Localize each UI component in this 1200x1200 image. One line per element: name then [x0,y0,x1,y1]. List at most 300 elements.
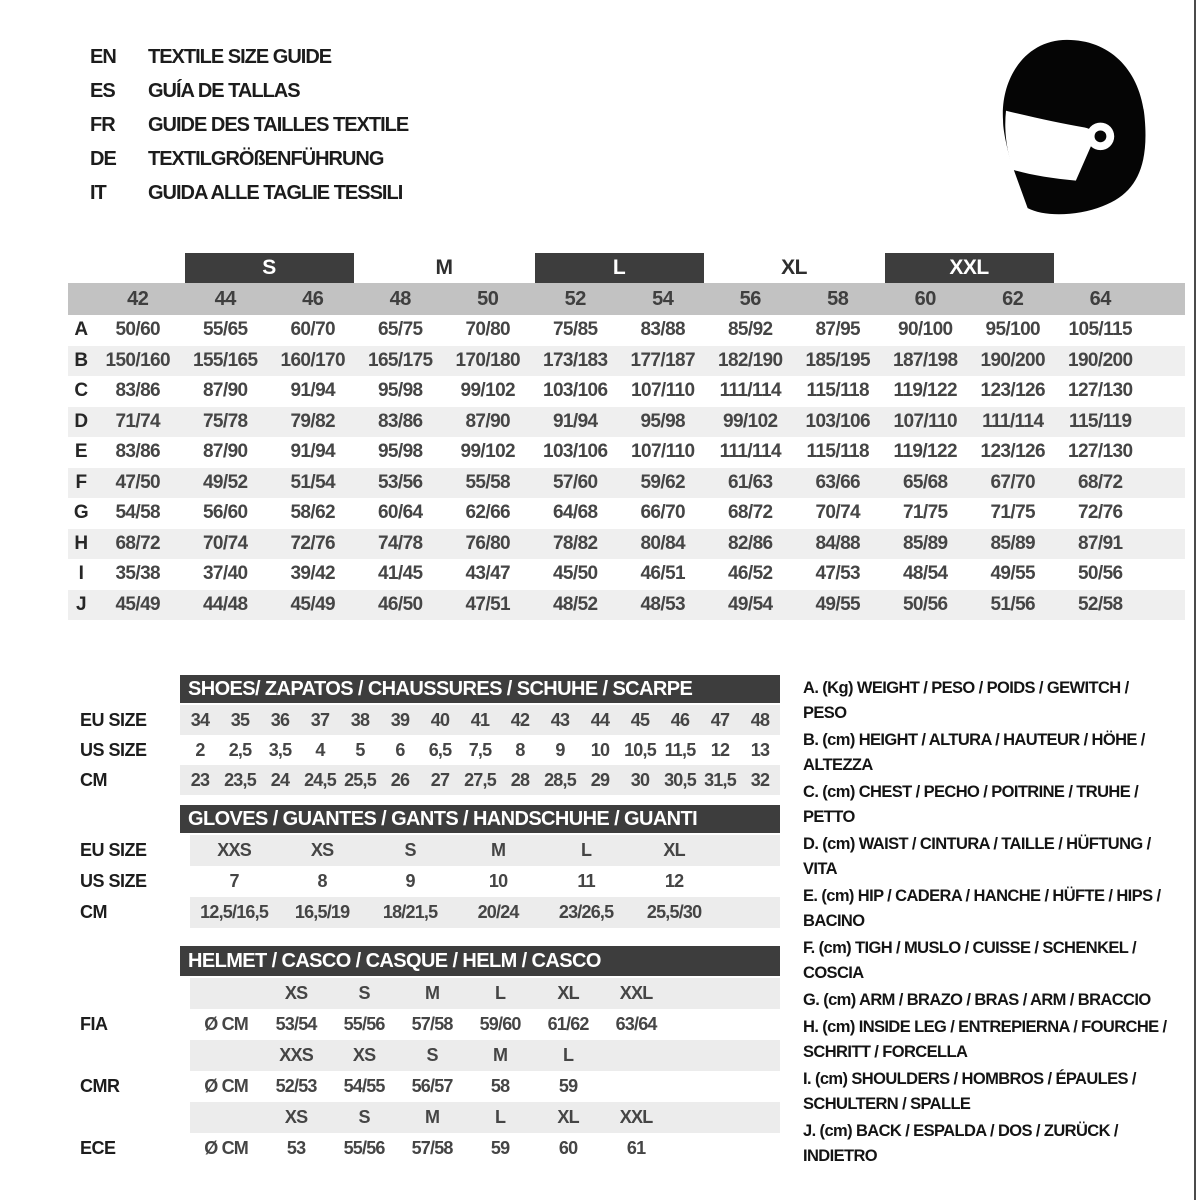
helmet-sizes-cell: XS [284,983,308,1003]
gloves-cell: 12 [664,871,684,891]
measurement-value: 71/74 [115,410,161,432]
shoes-cells [180,765,780,795]
measurement-value: 65/68 [902,471,948,493]
legend-entry: H. (cm) INSIDE LEG / ENTREPIERNA / FOURCHE / SCHRITT / FORCELLA [803,1018,1167,1061]
measurement-value: 70/74 [815,502,861,524]
measurement-value: 83/86 [115,380,161,402]
legend-entry: A. (Kg) WEIGHT / PESO / POIDS / GEWITCH / PESO [803,679,1129,722]
shoes-row-label: EU SIZE [80,709,147,730]
measurement-row [68,407,1185,438]
measurement-value: 84/88 [815,532,861,554]
shoes-cell: 23,5 [224,769,256,790]
gloves-cell: 11 [577,871,595,891]
measurement-value: 75/85 [552,319,598,341]
measurement-value: 103/106 [543,380,608,402]
shoes-cell: 10,5 [624,739,656,760]
measurement-value: 66/70 [640,502,686,524]
measurement-value: 43/47 [465,563,511,585]
shoes-cell: 25,5 [344,769,376,790]
numeric-size: 44 [214,287,236,310]
helmet-values-cell: Ø CM [204,1076,248,1096]
shoes-row [68,735,780,765]
measurement-value: 55/58 [465,471,511,493]
gloves-table-rows [68,835,780,928]
size-group-label: XXL [885,253,1054,283]
language-row [90,74,408,108]
numeric-size: 62 [1002,287,1024,310]
shoes-cell: 5 [355,739,365,760]
measurement-value: 65/75 [377,319,423,341]
gloves-cells [190,866,780,897]
helmet-icon-svg [982,36,1152,218]
shoes-cell: 24 [270,769,290,790]
gloves-cells [190,835,780,866]
helmet-sizes-cells [190,978,780,1009]
helmet-sizes-row [68,1040,780,1071]
measurement-value: 56/60 [202,502,248,524]
guide-title: GUÍA DE TALLAS [148,79,300,102]
measurement-value: 72/76 [1077,502,1123,524]
row-letter: J [75,593,87,615]
shoes-cell: 44 [590,709,610,730]
measurement-value: 39/42 [290,563,336,585]
measurement-legend [803,676,1175,1171]
gloves-row-label: US SIZE [80,871,147,891]
measurement-value: 177/187 [630,349,695,371]
shoes-cell: 12 [710,739,730,760]
helmet-sizes-cell: L [495,1107,506,1127]
helmet-sizes-cell: XS [352,1045,376,1065]
page-right-edge-line [1194,0,1196,1200]
measurement-row [68,590,1185,621]
measurement-value: 60/70 [290,319,336,341]
helmet-sizes-cell: XL [557,983,579,1003]
helmet-values-row [68,1071,780,1102]
helmet-values-cell: 53/54 [275,1014,317,1034]
row-letter: B [74,349,88,371]
shoes-cell: 36 [270,709,290,730]
language-title-list [90,40,408,210]
helmet-sizes-cell: S [358,983,370,1003]
gloves-cell: 10 [488,871,508,891]
gloves-row-label: CM [80,902,107,922]
measurement-value: 62/66 [465,502,511,524]
measurement-value: 103/106 [805,410,870,432]
guide-title: GUIDE DES TAILLES TEXTILE [148,113,409,136]
language-code: DE [90,147,116,170]
gloves-cell: 9 [405,871,415,891]
gloves-table [68,805,780,928]
helmet-values-row-label: ECE [80,1138,116,1158]
gloves-cell: 8 [317,871,327,891]
language-row [90,176,408,210]
helmet-values-cells [190,1133,780,1164]
measurement-value: 165/175 [368,349,433,371]
measurement-value: 87/90 [202,441,248,463]
shoes-cell: 47 [710,709,730,730]
shoes-cell: 46 [670,709,690,730]
shoes-cell: 3,5 [268,739,292,760]
measurement-value: 48/54 [902,563,948,585]
shoes-cell: 41 [470,709,490,730]
gloves-row-label: EU SIZE [80,840,147,860]
measurement-value: 63/66 [815,471,861,493]
shoes-cell: 9 [555,739,565,760]
shoes-table-title: SHOES/ ZAPATOS / CHAUSSURES / SCHUHE / SCARPE [180,675,780,703]
row-letter: A [74,319,88,341]
shoes-table [68,675,780,795]
helmet-values-cell: 60 [558,1138,578,1158]
shoes-cell: 4 [315,739,325,760]
shoes-cell: 13 [750,739,770,760]
measurement-row [68,376,1185,407]
numeric-size: 50 [477,287,499,310]
measurement-value: 85/89 [990,532,1036,554]
size-group-label: M [435,256,453,279]
measurement-value: 111/114 [719,380,781,402]
row-letter: D [74,410,88,432]
measurement-value: 72/76 [290,532,336,554]
measurement-value: 45/49 [290,593,336,615]
helmet-values-cell: 57/58 [411,1138,453,1158]
measurement-value: 87/91 [1077,532,1123,554]
legend-entry: J. (cm) BACK / ESPALDA / DOS / ZURÜCK / INDIETRO [803,1122,1118,1165]
shoes-cell: 11,5 [664,739,696,760]
measurement-value: 46/51 [640,563,686,585]
helmet-values-cell: 52/53 [275,1076,317,1096]
helmet-sizes-cell: XXL [619,983,653,1003]
measurement-row [68,529,1185,560]
measurement-value: 45/49 [115,593,161,615]
helmet-sizes-row-label [68,1102,190,1133]
measurement-row [68,468,1185,499]
size-group-header [68,253,1185,283]
helmet-values-cell: 55/56 [343,1014,385,1034]
gloves-cell: M [491,840,506,860]
helmet-sizes-cell: L [495,983,506,1003]
helmet-values-cell: 54/55 [343,1076,385,1096]
helmet-sizes-cells [190,1040,780,1071]
shoes-cell: 43 [550,709,570,730]
shoes-cell: 7,5 [468,739,492,760]
measurement-row [68,437,1185,468]
helmet-sizes-cell: M [493,1045,508,1065]
helmet-values-row [68,1009,780,1040]
helmet-values-cells [190,1071,780,1102]
gloves-cell: XS [310,840,334,860]
shoes-cell: 10 [590,739,610,760]
shoes-cell: 26 [390,769,410,790]
measurement-value: 150/160 [105,349,170,371]
helmet-sizes-row [68,978,780,1009]
helmet-sizes-cell: XXL [619,1107,653,1127]
measurement-value: 115/118 [806,380,869,402]
helmet-sizes-cell: S [358,1107,370,1127]
shoes-cell: 34 [190,709,210,730]
size-group-label: S [185,253,354,283]
measurement-value: 85/89 [902,532,948,554]
gloves-table-title: GLOVES / GUANTES / GANTS / HANDSCHUHE / GUANTI [180,805,780,833]
helmet-values-cell: 55/56 [343,1138,385,1158]
gloves-cell: 18/21,5 [382,902,438,922]
measurement-value: 155/165 [193,349,258,371]
measurement-value: 49/55 [990,563,1036,585]
shoes-cell: 23 [190,769,210,790]
language-code: IT [90,181,106,204]
measurement-row [68,498,1185,529]
measurement-value: 91/94 [290,380,336,402]
measurement-value: 54/58 [115,502,161,524]
gloves-cell: 20/24 [477,902,519,922]
gloves-row [68,835,780,866]
helmet-values-cell: 61 [626,1138,646,1158]
shoes-cell: 38 [350,709,370,730]
shoes-cell: 45 [630,709,650,730]
legend-entry: C. (cm) CHEST / PECHO / POITRINE / TRUHE / PETTO [803,783,1139,826]
measurement-value: 103/106 [543,441,608,463]
measurement-value: 95/100 [985,319,1040,341]
measurement-value: 78/82 [552,532,598,554]
measurement-value: 48/52 [552,593,598,615]
shoes-row [68,765,780,795]
helmet-sizes-cell: M [425,1107,440,1127]
measurement-value: 35/38 [115,563,161,585]
measurement-value: 83/88 [640,319,686,341]
helmet-values-cell: 57/58 [411,1014,453,1034]
helmet-sizes-cell: XS [284,1107,308,1127]
measurement-row [68,559,1185,590]
shoes-cell: 40 [430,709,450,730]
shoes-cell: 30,5 [664,769,696,790]
measurement-value: 50/60 [115,319,161,341]
measurement-value: 57/60 [552,471,598,493]
measurement-value: 90/100 [897,319,953,341]
measurement-value: 123/126 [980,380,1045,402]
measurement-value: 49/52 [202,471,248,493]
measurement-value: 45/50 [552,563,598,585]
measurement-value: 185/195 [805,349,870,371]
measurement-value: 60/64 [377,502,423,524]
measurement-value: 76/80 [465,532,511,554]
helmet-values-cell: 59 [490,1138,510,1158]
gloves-cell: S [404,840,416,860]
row-letter: E [74,441,88,463]
measurement-value: 83/86 [377,410,423,432]
shoes-cell: 2 [195,739,205,760]
measurement-value: 83/86 [115,441,161,463]
size-group-label: XL [781,256,807,279]
measurement-row [68,346,1185,377]
helmet-values-cell: 63/64 [615,1014,657,1034]
language-row [90,142,408,176]
gloves-cell: 25,5/30 [646,902,702,922]
helmet-sizes-cell: S [426,1045,438,1065]
gloves-cell: XXS [217,840,251,860]
measurement-value: 41/45 [377,563,423,585]
shoes-cell: 39 [390,709,410,730]
measurement-value: 64/68 [552,502,598,524]
helmet-values-row-label: FIA [80,1014,108,1034]
row-letter: H [74,532,88,554]
language-row [90,108,408,142]
measurement-value: 59/62 [640,471,686,493]
measurement-value: 55/65 [202,319,248,341]
shoes-cells [180,705,780,735]
measurement-value: 46/50 [377,593,423,615]
numeric-size: 46 [302,287,324,310]
helmet-values-cell: 59 [558,1076,578,1096]
shoes-cell: 27,5 [464,769,496,790]
measurement-value: 127/130 [1068,441,1133,463]
measurement-value: 53/56 [377,471,423,493]
helmet-values-cell: 61/62 [547,1014,589,1034]
shoes-row-label: US SIZE [80,739,147,760]
measurement-value: 68/72 [727,502,773,524]
row-letter: G [73,502,89,524]
clothing-size-table [68,253,1185,620]
helmet-values-cell: Ø CM [204,1014,248,1034]
measurement-value: 50/56 [902,593,948,615]
shoes-row-label: CM [80,769,107,790]
legend-entry: D. (cm) WAIST / CINTURA / TAILLE / HÜFTUNG / VITA [803,835,1151,878]
measurement-value: 111/114 [982,410,1044,432]
helmet-values-cell: 56/57 [411,1076,453,1096]
measurement-value: 87/90 [465,410,511,432]
gloves-cells [190,897,780,928]
legend-entry: E. (cm) HIP / CADERA / HANCHE / HÜFTE / HIPS / BACINO [803,887,1161,930]
shoes-cells [180,735,780,765]
gloves-row [68,866,780,897]
legend-entry: B. (cm) HEIGHT / ALTURA / HAUTEUR / HÖHE / ALTEZZA [803,731,1145,774]
measurement-value: 61/63 [727,471,773,493]
measurement-value: 99/102 [460,380,515,402]
numeric-size: 60 [914,287,936,310]
measurement-value: 52/58 [1077,593,1123,615]
measurement-value: 190/200 [1068,349,1133,371]
language-row [90,40,408,74]
gloves-cell: 12,5/16,5 [200,902,269,922]
measurement-value: 71/75 [902,502,948,524]
shoes-table-rows [68,705,780,795]
gloves-cell: XL [663,840,685,860]
gloves-cell: 23/26,5 [558,902,614,922]
gloves-cell: 7 [229,871,239,891]
shoes-cell: 32 [750,769,770,790]
helmet-sizes-cells [190,1102,780,1133]
measurement-value: 47/50 [115,471,161,493]
shoes-cell: 6,5 [428,739,452,760]
measurement-value: 187/198 [893,349,958,371]
helmet-sizes-row-label [68,978,190,1009]
helmet-sizes-cell: XXS [279,1045,313,1065]
measurement-value: 70/74 [202,532,248,554]
shoes-cell: 42 [510,709,530,730]
helmet-sizes-row [68,1102,780,1133]
measurement-value: 74/78 [377,532,423,554]
measurement-value: 49/54 [727,593,773,615]
measurement-value: 111/114 [719,441,781,463]
helmet-sizes-cell: M [425,983,440,1003]
numeric-size: 56 [739,287,761,310]
measurement-value: 107/110 [893,410,957,432]
shoes-cell: 35 [230,709,250,730]
measurement-value: 49/55 [815,593,861,615]
shoes-cell: 24,5 [304,769,336,790]
measurement-value: 107/110 [631,380,695,402]
measurement-value: 95/98 [377,441,423,463]
measurement-value: 51/54 [290,471,336,493]
numeric-size: 52 [564,287,586,310]
numeric-size: 48 [389,287,411,310]
helmet-values-cells [190,1009,780,1040]
language-code: ES [90,79,115,102]
measurement-value: 170/180 [455,349,520,371]
measurement-value: 95/98 [377,380,423,402]
helmet-sizes-row-label [68,1040,190,1071]
shoes-row [68,705,780,735]
helmet-sizes-cell: L [563,1045,574,1065]
measurement-value: 70/80 [465,319,511,341]
measurement-value: 44/48 [202,593,248,615]
helmet-table [68,946,780,1164]
measurement-value: 51/56 [990,593,1036,615]
measurement-value: 173/183 [543,349,608,371]
measurement-value: 47/53 [815,563,861,585]
measurement-value: 80/84 [640,532,686,554]
helmet-values-cell: 59/60 [479,1014,521,1034]
helmet-values-cell: 58 [490,1076,510,1096]
numeric-size: 42 [127,287,149,310]
measurement-value: 123/126 [980,441,1045,463]
shoes-cell: 28 [510,769,530,790]
helmet-values-row [68,1133,780,1164]
measurement-value: 47/51 [465,593,511,615]
measurement-value: 95/98 [640,410,686,432]
shoes-cell: 2,5 [228,739,252,760]
measurement-value: 190/200 [980,349,1045,371]
row-letter: I [78,563,84,585]
row-letter: C [74,380,88,402]
shoes-cell: 27 [430,769,450,790]
measurement-value: 105/115 [1068,319,1132,341]
measurement-value: 182/190 [718,349,783,371]
helmet-values-cell: 53 [286,1138,306,1158]
measurement-value: 85/92 [727,319,773,341]
guide-title: GUIDA ALLE TAGLIE TESSILI [148,181,403,204]
measurement-value: 87/95 [815,319,861,341]
measurement-value: 68/72 [115,532,161,554]
measurement-value: 46/52 [727,563,773,585]
shoes-cell: 6 [395,739,405,760]
measurement-value: 87/90 [202,380,248,402]
shoes-cell: 8 [515,739,525,760]
gloves-cell: 16,5/19 [294,902,350,922]
language-code: EN [90,45,116,68]
numeric-size: 58 [827,287,849,310]
guide-title: TEXTILE SIZE GUIDE [148,45,332,68]
helmet-icon [982,36,1152,218]
measurement-value: 71/75 [990,502,1036,524]
legend-entry: G. (cm) ARM / BRAZO / BRAS / ARM / BRACCIO [803,991,1151,1009]
measurement-value: 115/119 [1069,410,1132,432]
helmet-table-rows [68,978,780,1164]
shoes-cell: 31,5 [704,769,736,790]
gloves-row [68,897,780,928]
measurement-value: 119/122 [893,441,957,463]
measurement-value: 91/94 [552,410,598,432]
measurement-value: 99/102 [722,410,778,432]
legend-entry: I. (cm) SHOULDERS / HOMBROS / ÉPAULES / SCHULTERN / SPALLE [803,1070,1136,1113]
